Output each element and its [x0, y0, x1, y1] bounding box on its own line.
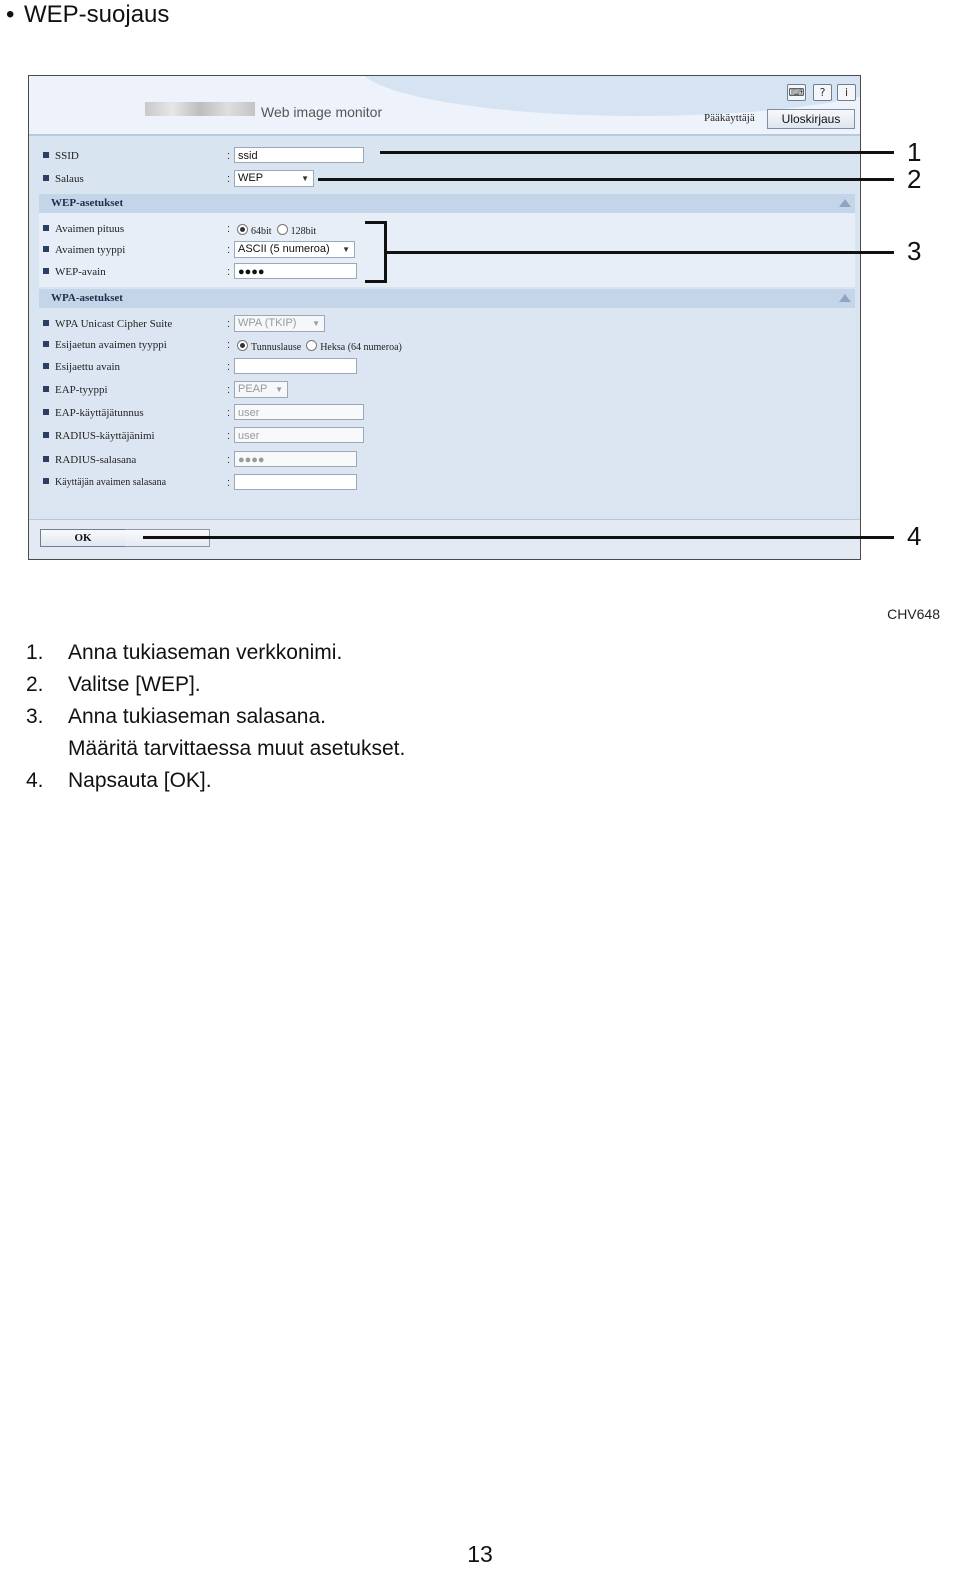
- callout-bracket-3: [365, 221, 387, 283]
- logout-button[interactable]: Uloskirjaus: [767, 109, 855, 129]
- psk-type-radios: Tunnuslause Heksa (64 numeroa): [237, 340, 402, 353]
- callout-line-3: [387, 251, 894, 254]
- heading-text: WEP-suojaus: [24, 1, 170, 28]
- ssid-input[interactable]: ssid: [234, 147, 364, 163]
- user-key-pass-label: Käyttäjän avaimen salasana: [43, 477, 166, 488]
- key-type-select[interactable]: ASCII (5 numeroa) ▼: [234, 241, 355, 258]
- colon: :: [227, 384, 231, 396]
- encryption-select[interactable]: WEP ▼: [234, 170, 314, 187]
- colon: :: [227, 223, 231, 235]
- wep-section-header[interactable]: WEP-asetukset: [39, 194, 855, 213]
- colon: :: [227, 150, 231, 162]
- radius-pass-label: RADIUS-salasana: [43, 454, 136, 466]
- wpa-cipher-select[interactable]: WPA (TKIP) ▼: [234, 315, 325, 332]
- callout-3: 3: [907, 236, 922, 266]
- eap-user-label: EAP-käyttäjätunnus: [43, 407, 144, 419]
- collapse-icon[interactable]: [839, 199, 851, 207]
- bullet-square-icon: [43, 268, 49, 274]
- radio-64bit[interactable]: [237, 224, 248, 235]
- blurred-logo: [145, 102, 255, 116]
- radio-hex[interactable]: [306, 340, 317, 351]
- monitor-header: [29, 76, 860, 134]
- wpa-section-header[interactable]: WPA-asetukset: [39, 289, 855, 308]
- dropdown-arrow-icon: ▼: [275, 385, 283, 394]
- eap-type-label: EAP-tyyppi: [43, 384, 108, 396]
- bullet-square-icon: [43, 246, 49, 252]
- radius-user-input[interactable]: user: [234, 427, 364, 443]
- colon: :: [227, 266, 231, 278]
- monitor-title: Web image monitor: [261, 104, 383, 120]
- bullet-square-icon: [43, 456, 49, 462]
- psk-type-label: Esijaetun avaimen tyyppi: [43, 339, 167, 351]
- info-icon[interactable]: i: [837, 84, 856, 101]
- psk-label: Esijaettu avain: [43, 361, 120, 373]
- key-type-label: Avaimen tyyppi: [43, 244, 125, 256]
- radius-pass-input[interactable]: ●●●●: [234, 451, 357, 467]
- dropdown-arrow-icon: ▼: [301, 174, 309, 183]
- colon: :: [227, 361, 231, 373]
- bullet-square-icon: [43, 386, 49, 392]
- bullet-square-icon: [43, 225, 49, 231]
- eap-user-input[interactable]: user: [234, 404, 364, 420]
- dropdown-arrow-icon: ▼: [312, 319, 320, 328]
- wep-key-input[interactable]: ●●●●: [234, 263, 357, 279]
- bullet-square-icon: [43, 320, 49, 326]
- callout-line-4: [143, 536, 894, 539]
- callout-2: 2: [907, 164, 922, 194]
- page-number: 13: [467, 1541, 493, 1567]
- colon: :: [227, 430, 231, 442]
- bullet-square-icon: [43, 175, 49, 181]
- colon: :: [227, 477, 231, 489]
- colon: :: [227, 244, 231, 256]
- bullet-square-icon: [43, 478, 49, 484]
- callout-line-2: [318, 178, 894, 181]
- callout-4: 4: [907, 521, 922, 551]
- bullet-square-icon: [43, 152, 49, 158]
- colon: :: [227, 407, 231, 419]
- key-length-label: Avaimen pituus: [43, 223, 124, 235]
- collapse-icon[interactable]: [839, 294, 851, 302]
- callout-1: 1: [907, 137, 922, 167]
- help-icon[interactable]: ?: [813, 84, 832, 101]
- bullet-square-icon: [43, 432, 49, 438]
- radio-passphrase[interactable]: [237, 340, 248, 351]
- ok-button[interactable]: OK: [40, 529, 126, 547]
- colon: :: [227, 318, 231, 330]
- psk-input[interactable]: [234, 358, 357, 374]
- wpa-cipher-label: WPA Unicast Cipher Suite: [43, 318, 172, 330]
- wep-panel: [39, 213, 855, 287]
- colon: :: [227, 339, 231, 351]
- eap-type-select[interactable]: PEAP ▼: [234, 381, 288, 398]
- colon: :: [227, 173, 231, 185]
- image-code: CHV648: [887, 606, 940, 622]
- bullet-square-icon: [43, 363, 49, 369]
- callout-line-1: [380, 151, 894, 154]
- header-divider: [29, 134, 860, 136]
- heading-bullet: •: [6, 1, 15, 28]
- dropdown-arrow-icon: ▼: [342, 245, 350, 254]
- bullet-square-icon: [43, 341, 49, 347]
- admin-label: Pääkäyttäjä: [704, 112, 755, 124]
- section-heading: [6, 0, 169, 30]
- key-length-radios: 64bit 128bit: [237, 224, 316, 237]
- ssid-label: SSID: [43, 150, 79, 162]
- keyboard-icon[interactable]: ⌨: [788, 86, 805, 99]
- radius-user-label: RADIUS-käyttäjänimi: [43, 430, 155, 442]
- user-key-pass-input[interactable]: [234, 474, 357, 490]
- bullet-square-icon: [43, 409, 49, 415]
- encryption-label: Salaus: [43, 173, 84, 185]
- web-image-monitor-screenshot: [28, 75, 861, 560]
- colon: :: [227, 454, 231, 466]
- wep-key-label: WEP-avain: [43, 266, 106, 278]
- radio-128bit[interactable]: [277, 224, 288, 235]
